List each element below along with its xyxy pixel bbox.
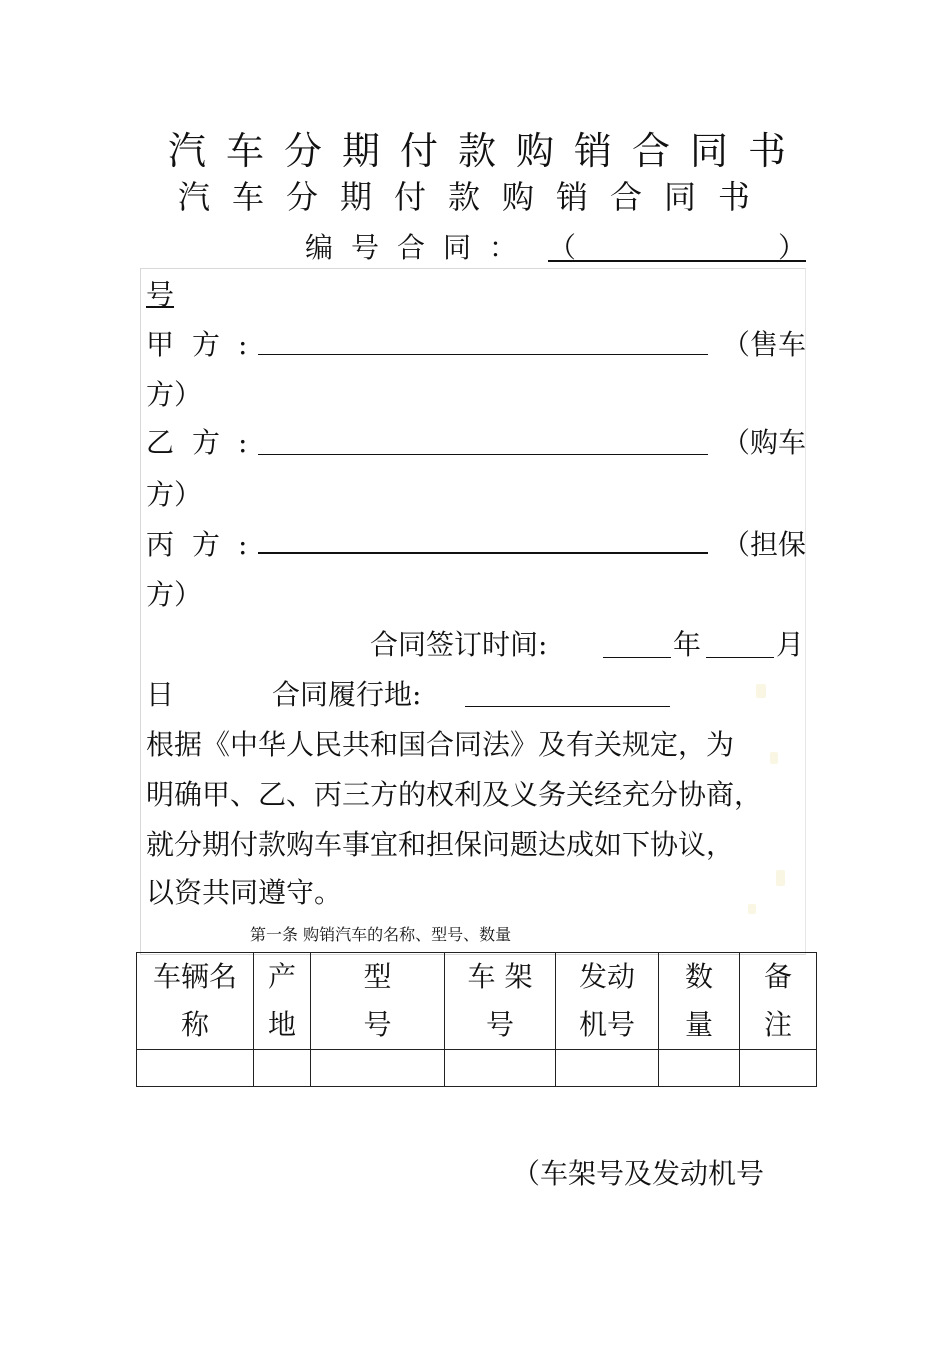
contract-number-field[interactable] xyxy=(548,226,806,262)
preamble-line: 以资共同遵守。 xyxy=(146,876,343,909)
cell-model[interactable] xyxy=(311,1050,445,1087)
header-quantity: 数 量 xyxy=(659,953,740,1050)
party-c-input-line[interactable] xyxy=(258,552,708,554)
signing-date-label: 合同签订时间: xyxy=(370,628,548,661)
header-model: 型 号 xyxy=(311,953,445,1050)
party-a-role-end: 方） xyxy=(146,378,203,411)
performance-place-field[interactable] xyxy=(465,706,670,707)
cell-quantity[interactable] xyxy=(659,1050,740,1087)
preamble-line: 根据《中华人民共和国合同法》及有关规定，为 xyxy=(146,728,735,761)
preamble-line: 明确甲、乙、丙三方的权利及义务关经充分协商， xyxy=(146,778,763,811)
party-c-label: 丙方: xyxy=(146,528,266,561)
vehicle-spec-table xyxy=(136,952,817,1087)
party-c-role: （担保 xyxy=(722,528,807,561)
header-vehicle-name: 车辆名 称 xyxy=(137,953,254,1050)
party-a-input-line[interactable] xyxy=(258,354,708,355)
signing-month-field[interactable] xyxy=(706,657,774,658)
month-label: 月 xyxy=(776,628,805,661)
party-b-input-line[interactable] xyxy=(258,454,708,455)
party-c-role-end: 方） xyxy=(146,578,203,611)
year-label: 年 xyxy=(673,628,702,661)
party-a-role: （售车 xyxy=(722,328,807,361)
signing-year-field[interactable] xyxy=(603,657,671,658)
document-title: 汽车分期付款购销合同书 xyxy=(168,129,807,173)
document-title-repeat: 汽车分期付款购销合同书 xyxy=(178,178,773,216)
table-row xyxy=(137,1050,817,1087)
contract-number-suffix: 号 xyxy=(146,278,175,311)
header-frame-number: 车 架 号 xyxy=(445,953,556,1050)
table-header-row xyxy=(137,953,817,1050)
party-b-label: 乙方: xyxy=(146,426,266,459)
header-remarks: 备 注 xyxy=(740,953,817,1050)
contract-number-label: 编号合同： xyxy=(305,231,536,264)
header-origin: 产 地 xyxy=(254,953,311,1050)
cell-frame-number[interactable] xyxy=(445,1050,556,1087)
trailing-note: （车架号及发动机号 xyxy=(512,1157,765,1190)
contract-number-close-paren: ） xyxy=(777,231,806,264)
party-b-role-end: 方） xyxy=(146,478,203,511)
day-label: 日 xyxy=(146,678,175,711)
cell-vehicle-name[interactable] xyxy=(137,1050,254,1087)
preamble-line: 就分期付款购车事宜和担保问题达成如下协议， xyxy=(146,828,735,861)
cell-remarks[interactable] xyxy=(740,1050,817,1087)
party-a-label: 甲方: xyxy=(146,328,266,361)
party-b-role: （购车 xyxy=(722,426,807,459)
cell-engine-number[interactable] xyxy=(556,1050,659,1087)
contract-number-open-paren: （ xyxy=(548,231,577,264)
performance-place-label: 合同履行地: xyxy=(272,678,422,711)
article-1-title: 第一条 购销汽车的名称、型号、数量 xyxy=(250,925,512,944)
header-engine-number: 发动 机号 xyxy=(556,953,659,1050)
cell-origin[interactable] xyxy=(254,1050,311,1087)
